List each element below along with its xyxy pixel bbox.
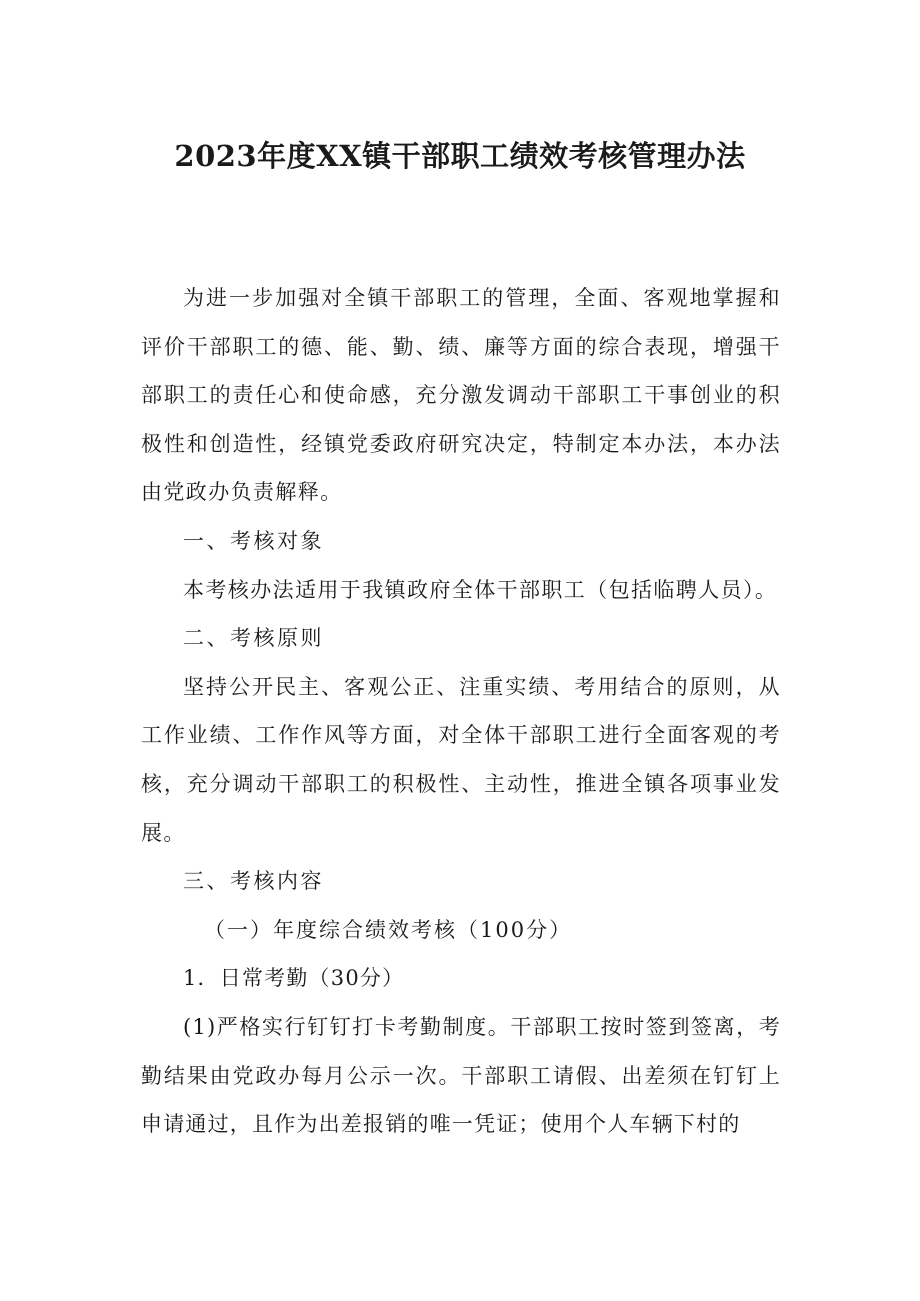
sub-heading-annual-assessment: （一）年度综合绩效考核（100分）: [204, 917, 573, 942]
item-daily-attendance: 1．日常考勤（30分）: [183, 966, 405, 991]
section-heading-principles: 二、考核原则: [183, 626, 324, 651]
section-heading-content: 三、考核内容: [183, 869, 324, 894]
intro-paragraph: 为进一步加强对全镇干部职工的管理，全面、客观地掌握和评价干部职工的德、能、勤、绩、廉等方面的综合表现，增强干部职工的责任心和使命感，充分激发调动干部职工干事创业的积极性和创造性，经镇党委政府研究决定，特制定本办法，本办法由党政办负责解释。: [141, 286, 781, 505]
section-text-objects: 本考核办法适用于我镇政府全体干部职工（包括临聘人员）。: [183, 577, 778, 602]
section-heading-objects: 一、考核对象: [183, 528, 324, 553]
clause-dingtalk-attendance: (1)严格实行钉钉打卡考勤制度。干部职工按时签到签离，考勤结果由党政办每月公示一次。干部职工请假、出差须在钉钉上申请通过，且作为出差报销的唯一凭证；使用个人车辆下村的: [141, 1014, 781, 1137]
section-text-principles: 坚持公开民主、客观公正、注重实绩、考用结合的原则，从工作业绩、工作作风等方面，对全体干部职工进行全面客观的考核，充分调动干部职工的积极性、主动性，推进全镇各项事业发展。: [141, 674, 781, 845]
document-body: [141, 274, 781, 1149]
document-title: 2023年度XX镇干部职工绩效考核管理办法: [174, 139, 746, 173]
